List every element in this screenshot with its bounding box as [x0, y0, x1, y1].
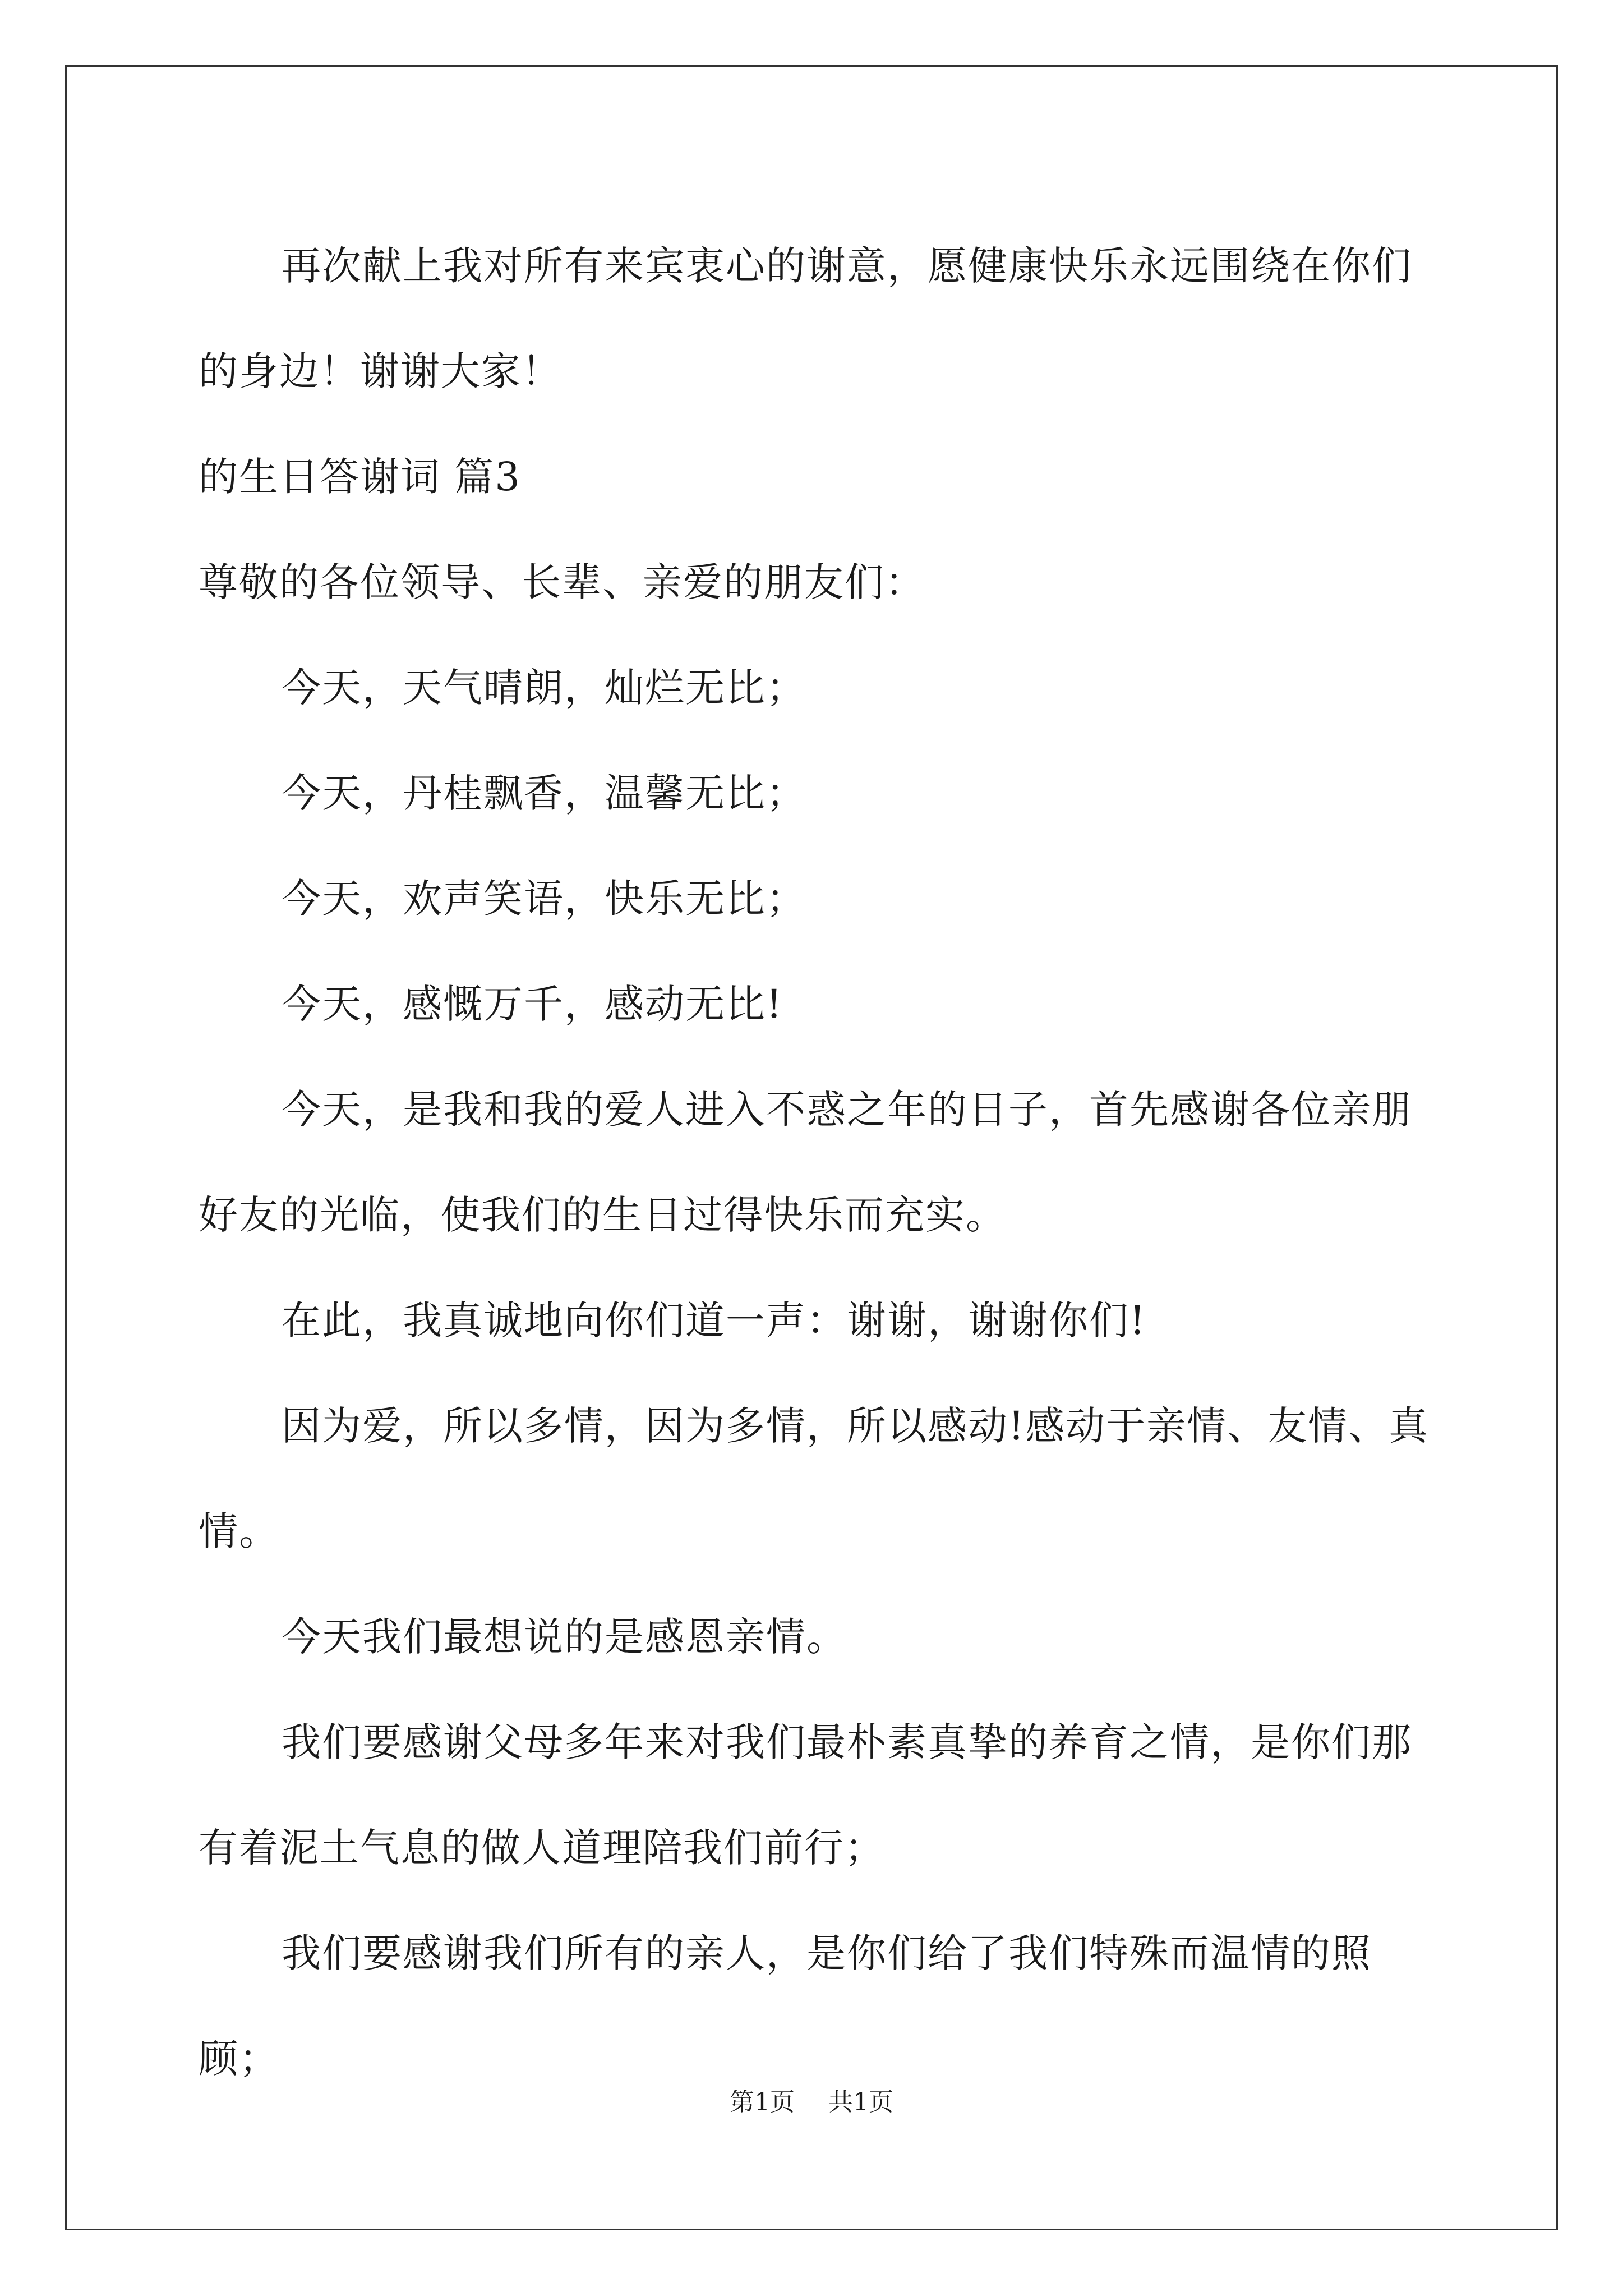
- paragraph: 我们要感谢我们所有的亲人，是你们给了我们特殊而温情的照顾；: [199, 1930, 1372, 2082]
- paragraph: 今天，天气晴朗，灿烂无比；: [282, 665, 806, 711]
- salutation: 尊敬的各位领导、长辈、亲爱的朋友们：: [199, 559, 925, 605]
- document-body: [199, 213, 1432, 2111]
- page-total: 共1页: [828, 2088, 893, 2116]
- paragraph: 在此，我真诚地向你们道一声：谢谢，谢谢你们!: [282, 1297, 1147, 1343]
- paragraph: 我们要感谢父母多年来对我们最朴素真挚的养育之情，是你们那有着泥土气息的做人道理陪我们前行；: [199, 1719, 1412, 1871]
- paragraph: 今天，是我和我的爱人进入不惑之年的日子，首先感谢各位亲朋好友的光临，使我们的生日过得快乐而充实。: [199, 1087, 1412, 1238]
- page-number: 第1页: [730, 2088, 795, 2116]
- section-heading: 的生日答谢词 篇3: [199, 454, 521, 500]
- paragraph: 今天我们最想说的是感恩亲情。: [282, 1614, 847, 1660]
- paragraph: 因为爱，所以多情，因为多情，所以感动!感动于亲情、友情、真情。: [199, 1403, 1430, 1554]
- paragraph: 再次献上我对所有来宾衷心的谢意，愿健康快乐永远围绕在你们的身边！谢谢大家！: [199, 243, 1412, 394]
- paragraph: 今天，丹桂飘香，温馨无比；: [282, 770, 806, 816]
- paragraph: 今天，欢声笑语，快乐无比；: [282, 876, 806, 922]
- paragraph: 今天，感慨万千，感动无比!: [282, 981, 783, 1027]
- page-footer: [0, 2086, 1623, 2119]
